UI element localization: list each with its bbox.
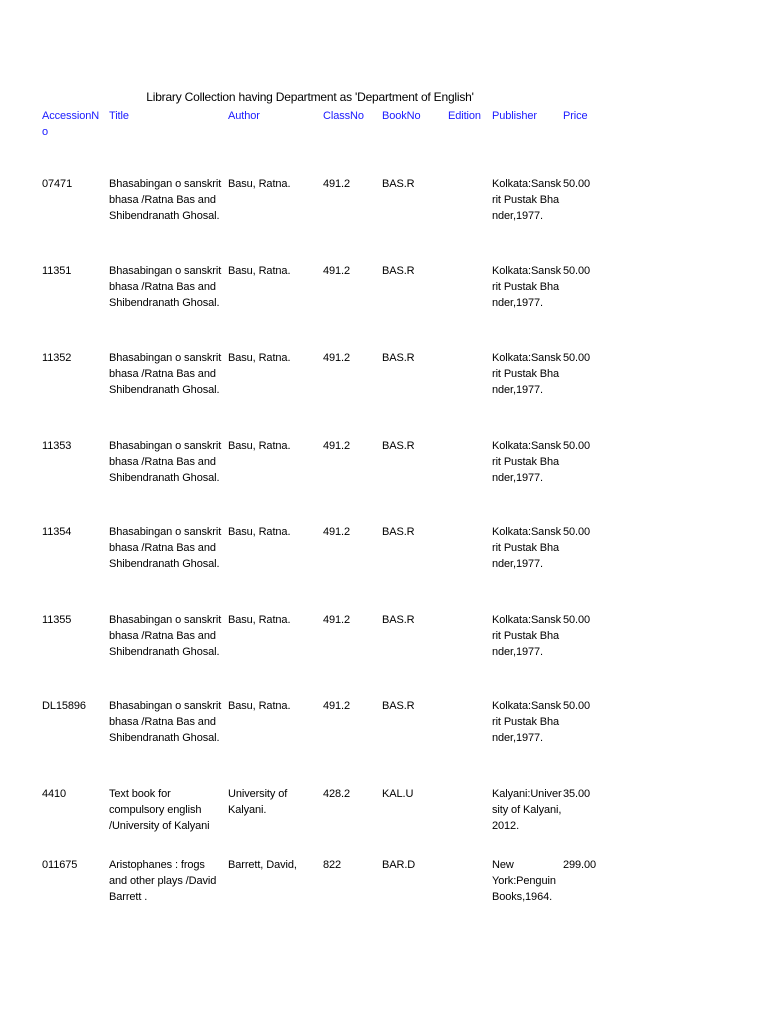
cell-publisher: Kolkata:Sanskrit Pustak Bhander,1977. bbox=[492, 700, 562, 744]
cell-price: 50.00 bbox=[563, 526, 591, 538]
cell-accession-no: 07471 bbox=[42, 178, 73, 190]
cell-author: Barrett, David, bbox=[228, 859, 297, 871]
cell-price: 299.00 bbox=[563, 859, 597, 871]
cell-publisher: Kolkata:Sanskrit Pustak Bhander,1977. bbox=[492, 178, 562, 222]
cell-book-no: BAS.R bbox=[382, 178, 415, 190]
cell-author: University of Kalyani. bbox=[228, 788, 288, 816]
cell-class-no: 428.2 bbox=[323, 788, 351, 800]
cell-accession-no: 11351 bbox=[42, 265, 72, 277]
cell-publisher: Kolkata:Sanskrit Pustak Bhander,1977. bbox=[492, 352, 562, 396]
cell-publisher: Kalyani:University of Kalyani,2012. bbox=[492, 788, 562, 832]
cell-publisher: Kolkata:Sanskrit Pustak Bhander,1977. bbox=[492, 614, 562, 658]
cell-book-no: BAS.R bbox=[382, 614, 415, 626]
cell-book-no: BAS.R bbox=[382, 526, 415, 538]
cell-accession-no: 4410 bbox=[42, 788, 67, 800]
cell-title: Bhasabingan o sanskrit bhasa /Ratna Bas and Shibendranath Ghosal. bbox=[109, 526, 222, 570]
header-accession-no: AccessionNo bbox=[42, 110, 100, 138]
cell-class-no: 491.2 bbox=[323, 614, 351, 626]
header-title: Title bbox=[109, 110, 129, 122]
cell-title: Bhasabingan o sanskrit bhasa /Ratna Bas and Shibendranath Ghosal. bbox=[109, 440, 222, 484]
cell-price: 50.00 bbox=[563, 614, 591, 626]
cell-accession-no: 11353 bbox=[42, 440, 72, 452]
cell-author: Basu, Ratna. bbox=[228, 526, 291, 538]
cell-accession-no: 11352 bbox=[42, 352, 72, 364]
cell-class-no: 491.2 bbox=[323, 526, 351, 538]
cell-book-no: BAS.R bbox=[382, 440, 415, 452]
cell-class-no: 491.2 bbox=[323, 440, 351, 452]
cell-class-no: 491.2 bbox=[323, 700, 351, 712]
cell-author: Basu, Ratna. bbox=[228, 265, 291, 277]
header-edition: Edition bbox=[448, 110, 481, 122]
cell-author: Basu, Ratna. bbox=[228, 178, 291, 190]
cell-title: Bhasabingan o sanskrit bhasa /Ratna Bas and Shibendranath Ghosal. bbox=[109, 265, 222, 309]
cell-title: Bhasabingan o sanskrit bhasa /Ratna Bas and Shibendranath Ghosal. bbox=[109, 178, 222, 222]
cell-author: Basu, Ratna. bbox=[228, 614, 291, 626]
cell-title: Bhasabingan o sanskrit bhasa /Ratna Bas and Shibendranath Ghosal. bbox=[109, 352, 222, 396]
cell-book-no: KAL.U bbox=[382, 788, 414, 800]
cell-class-no: 822 bbox=[323, 859, 342, 871]
cell-class-no: 491.2 bbox=[323, 265, 351, 277]
cell-book-no: BAS.R bbox=[382, 700, 415, 712]
cell-book-no: BAR.D bbox=[382, 859, 416, 871]
cell-publisher: Kolkata:Sanskrit Pustak Bhander,1977. bbox=[492, 440, 562, 484]
cell-publisher: Kolkata:Sanskrit Pustak Bhander,1977. bbox=[492, 265, 562, 309]
cell-publisher: Kolkata:Sanskrit Pustak Bhander,1977. bbox=[492, 526, 562, 570]
cell-price: 35.00 bbox=[563, 788, 591, 800]
cell-book-no: BAS.R bbox=[382, 265, 415, 277]
cell-class-no: 491.2 bbox=[323, 352, 351, 364]
cell-publisher: New York:Penguin Books,1964. bbox=[492, 859, 556, 903]
cell-price: 50.00 bbox=[563, 440, 591, 452]
cell-price: 50.00 bbox=[563, 700, 591, 712]
cell-author: Basu, Ratna. bbox=[228, 352, 291, 364]
cell-accession-no: 11355 bbox=[42, 614, 72, 626]
cell-class-no: 491.2 bbox=[323, 178, 351, 190]
cell-title: Text book for compulsory english /University of Kalyani bbox=[109, 788, 210, 832]
cell-title: Bhasabingan o sanskrit bhasa /Ratna Bas and Shibendranath Ghosal. bbox=[109, 700, 222, 744]
header-class-no: ClassNo bbox=[323, 110, 364, 122]
header-price: Price bbox=[563, 110, 588, 122]
header-book-no: BookNo bbox=[382, 110, 421, 122]
cell-title: Aristophanes : frogs and other plays /David Barrett . bbox=[109, 859, 217, 903]
cell-accession-no: 11354 bbox=[42, 526, 72, 538]
header-publisher: Publisher bbox=[492, 110, 537, 122]
cell-accession-no: DL15896 bbox=[42, 700, 86, 712]
cell-price: 50.00 bbox=[563, 352, 591, 364]
report-title: Library Collection having Department as 'Department of English' bbox=[146, 90, 474, 104]
header-author: Author bbox=[228, 110, 260, 122]
cell-price: 50.00 bbox=[563, 178, 591, 190]
cell-author: Basu, Ratna. bbox=[228, 700, 291, 712]
cell-author: Basu, Ratna. bbox=[228, 440, 291, 452]
cell-price: 50.00 bbox=[563, 265, 591, 277]
cell-title: Bhasabingan o sanskrit bhasa /Ratna Bas and Shibendranath Ghosal. bbox=[109, 614, 222, 658]
cell-book-no: BAS.R bbox=[382, 352, 415, 364]
cell-accession-no: 011675 bbox=[42, 859, 78, 871]
